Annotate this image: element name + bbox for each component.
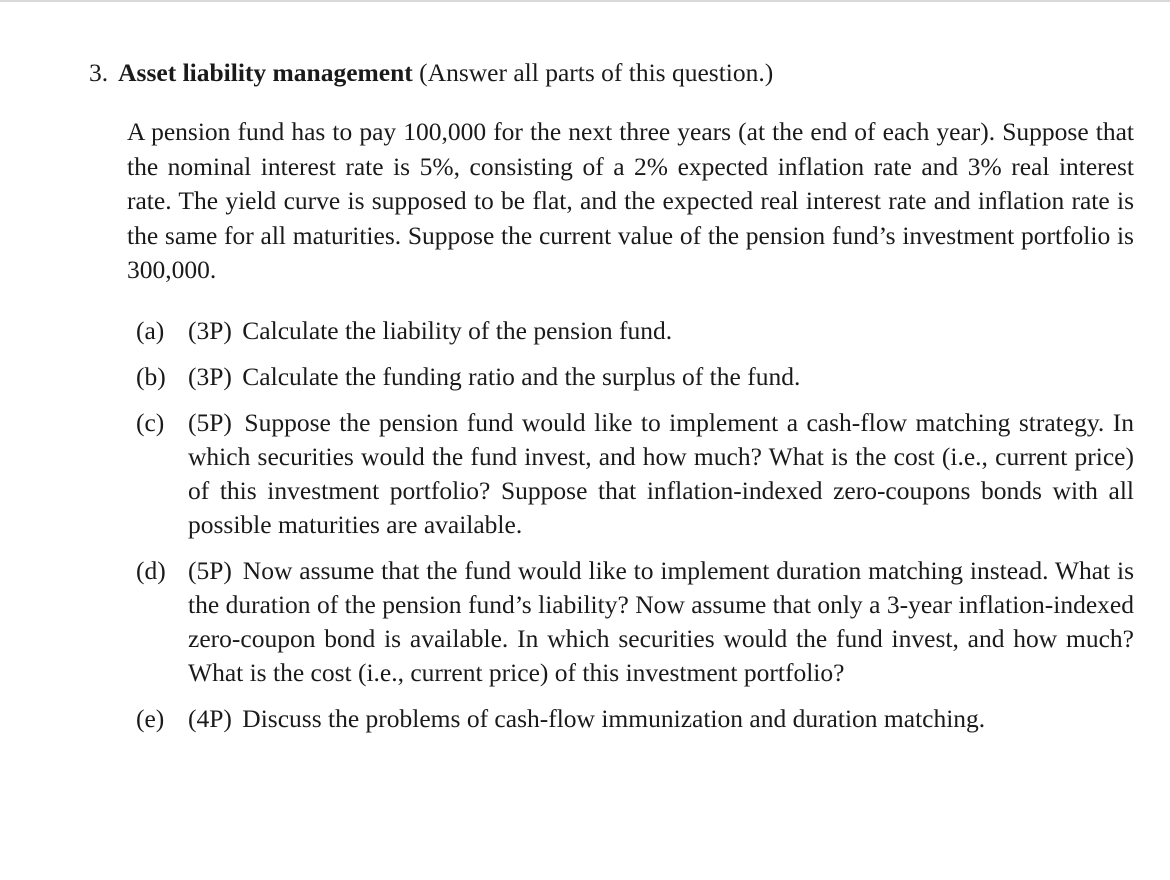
question-title: Asset liability management	[118, 58, 413, 87]
part-text: Calculate the funding ratio and the surplus of the fund.	[242, 361, 801, 391]
part-a	[136, 314, 1134, 348]
question-parts	[136, 314, 1134, 736]
part-points: (4P)	[188, 703, 232, 733]
question-number: 3.	[89, 58, 109, 87]
part-text: Calculate the liability of the pension fund.	[242, 315, 673, 345]
part-text: Now assume that the fund would like to implement duration matching instead. What is the duration of the pension fund’s liability? Now assume that only a 3-year inflation-indexed zero-coupon bond is available. In which securities would the fund invest, and how much? What is the cost (i.e., current price) of this investment portfolio?	[188, 555, 1135, 687]
part-e	[136, 702, 1134, 736]
part-text: Suppose the pension fund would like to implement a cash-flow matching strategy. In which securities would the fund invest, and how much? What is the cost (i.e., current price) of this investment portfolio? Suppose that inflation-indexed zero-coupons bonds with all possible maturities are available.	[188, 407, 1135, 539]
question-heading	[89, 56, 1139, 90]
top-divider	[0, 0, 1170, 2]
question-block	[89, 56, 1139, 748]
part-label: (c)	[136, 407, 165, 437]
question-instruction: (Answer all parts of this question.)	[419, 58, 774, 87]
part-points: (5P)	[188, 407, 232, 437]
part-label: (e)	[136, 703, 165, 733]
part-label: (a)	[136, 315, 165, 345]
part-text: Discuss the problems of cash-flow immunization and duration matching.	[242, 703, 986, 733]
part-c	[136, 406, 1134, 542]
part-d	[136, 554, 1134, 690]
question-intro: A pension fund has to pay 100,000 for the next three years (at the end of each year). Suppose that the nominal interest rate is 5%, consisting of a 2% expected inflation rate and 3% real interest rate. The yield curve is supposed to be flat, and the expected real interest rate and inflation rate is the same for all maturities. Suppose the current value of the pension fund’s investment portfolio is 300,000.	[127, 117, 1134, 284]
part-b	[136, 360, 1134, 394]
part-points: (3P)	[188, 315, 232, 345]
part-label: (d)	[136, 555, 166, 585]
part-points: (5P)	[188, 555, 232, 585]
part-points: (3P)	[188, 361, 232, 391]
part-label: (b)	[136, 361, 166, 391]
